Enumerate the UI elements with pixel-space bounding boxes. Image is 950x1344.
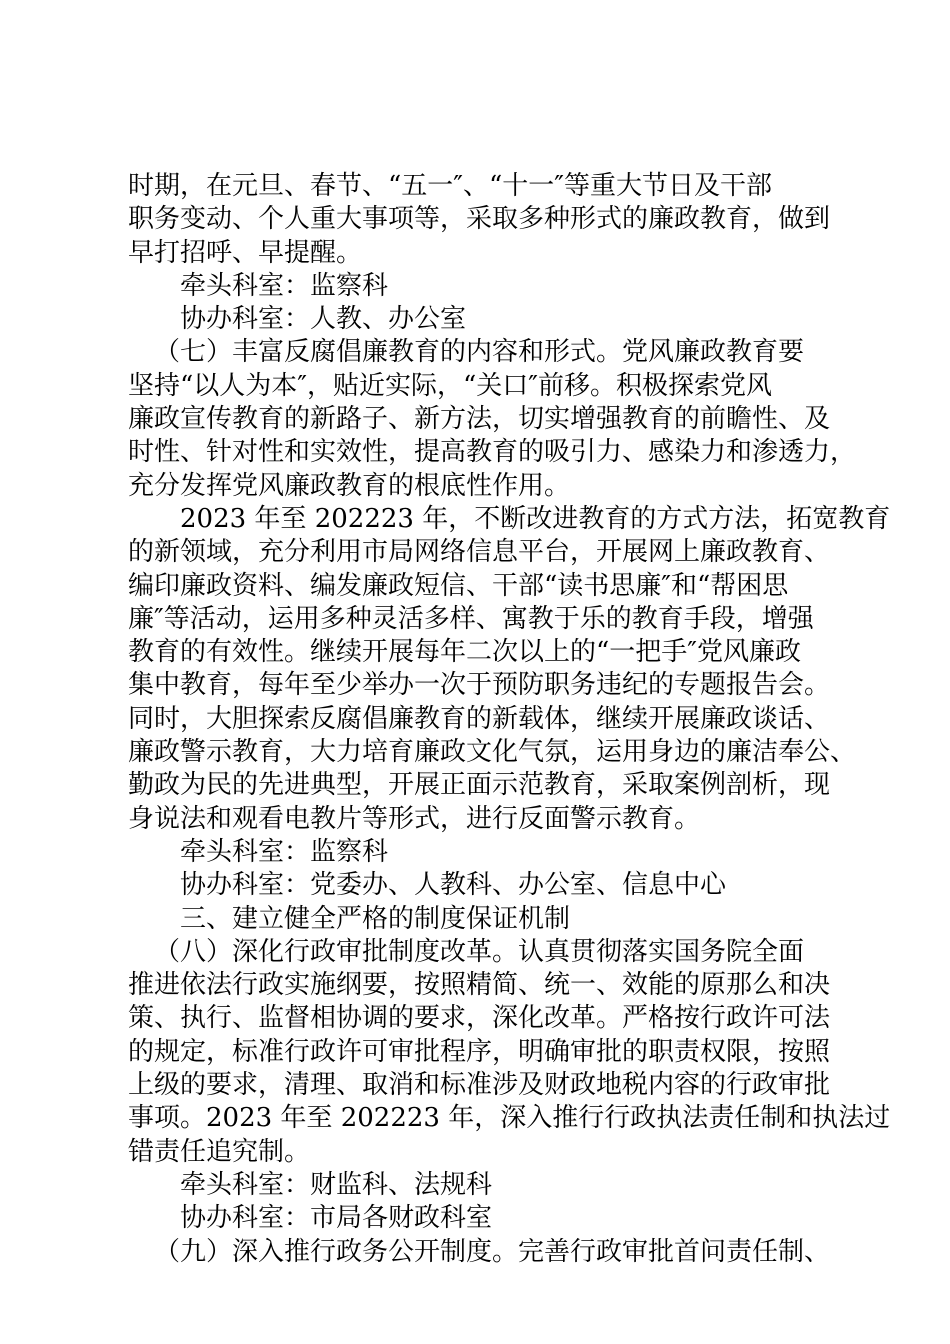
text-line: 坚持“以人为本″，贴近实际，“关口″前移。积极探索党风 (128, 370, 773, 401)
text-line: 勤政为民的先进典型，开展正面示范教育，采取案例剖析，现 (128, 770, 831, 801)
text-line: 廉″等活动，运用多种灵活多样、寓教于乐的教育手段，增强 (128, 603, 814, 634)
text-line: 时期，在元旦、春节、“五一″、“十一″等重大节日及干部 (128, 171, 773, 201)
text-line: 的新领域，充分利用市局网络信息平台，开展网上廉政教育、 (128, 537, 831, 568)
document-body (128, 170, 891, 1269)
text-line: 错责任追究制。 (128, 1136, 311, 1167)
lead-department (128, 836, 828, 869)
text-line: 协办科室：市局各财政科室 (180, 1203, 493, 1234)
text-line: 牵头科室：监察科 (180, 836, 389, 867)
text-line: 上级的要求，清理、取消和标准涉及财政地税内容的行政审批 (128, 1070, 831, 1101)
text-line: 廉政警示教育，大力培育廉政文化气氛，运用身边的廉洁奉公、 (128, 737, 857, 768)
text-line: 2023 年至 202223 年，不断改进教育的方式方法，拓宽教育 (180, 503, 891, 534)
text-line: （七）丰富反腐倡廉教育的内容和形式。党风廉政教育要 (154, 337, 805, 368)
text-line: 编印廉政资料、编发廉政短信、干部“读书思廉″和“帮困思 (128, 570, 789, 601)
text-line: （九）深入推行政务公开制度。完善行政审批首问责任制、 (154, 1236, 831, 1267)
text-line: 充分发挥党风廉政教育的根底性作用。 (128, 470, 571, 501)
text-line: 三、建立健全严格的制度保证机制 (180, 903, 571, 934)
assisting-department (128, 869, 828, 902)
section-eight-paragraph (128, 936, 891, 1169)
text-line: 早打招呼、早提醒。 (128, 237, 363, 268)
assisting-department (128, 303, 828, 336)
text-line: 身说法和观看电教片等形式，进行反面警示教育。 (128, 803, 701, 834)
lead-department (128, 1169, 828, 1202)
text-line: （八）深化行政审批制度改革。认真贯彻落实国务院全面 (154, 936, 805, 967)
text-line: 牵头科室：监察科 (180, 270, 389, 301)
lead-department (128, 270, 828, 303)
section-heading (128, 903, 828, 936)
text-line: 的规定，标准行政许可审批程序，明确审批的职责权限，按照 (128, 1036, 831, 1067)
section-nine-paragraph (128, 1236, 831, 1269)
text-line: 策、执行、监督相协调的要求，深化改革。严格按行政许可法 (128, 1003, 831, 1034)
paragraph-holiday-education (128, 170, 831, 270)
text-line: 同时，大胆探索反腐倡廉教育的新载体，继续开展廉政谈话、 (128, 703, 831, 734)
education-methods-paragraph (128, 503, 891, 836)
section-seven-paragraph (128, 336, 857, 502)
text-line: 协办科室：党委办、人教科、办公室、信息中心 (180, 870, 727, 901)
text-line: 廉政宣传教育的新路子、新方法，切实增强教育的前瞻性、及 (128, 404, 831, 435)
text-line: 推进依法行政实施纲要，按照精简、统一、效能的原那么和决 (128, 970, 831, 1001)
text-line: 协办科室：人教、办公室 (180, 304, 467, 335)
text-line: 集中教育，每年至少举办一次于预防职务违纪的专题报告会。 (128, 670, 831, 701)
text-line: 牵头科室：财监科、法规科 (180, 1169, 493, 1200)
text-line: 教育的有效性。继续开展每年二次以上的“一把手″党风廉政 (128, 637, 802, 668)
text-line: 职务变动、个人重大事项等，采取多种形式的廉政教育，做到 (128, 204, 831, 235)
text-line: 时性、针对性和实效性，提高教育的吸引力、感染力和渗透力， (128, 437, 857, 468)
text-line: 事项。2023 年至 202223 年，深入推行行政执法责任制和执法过 (128, 1103, 891, 1134)
assisting-department (128, 1202, 828, 1235)
